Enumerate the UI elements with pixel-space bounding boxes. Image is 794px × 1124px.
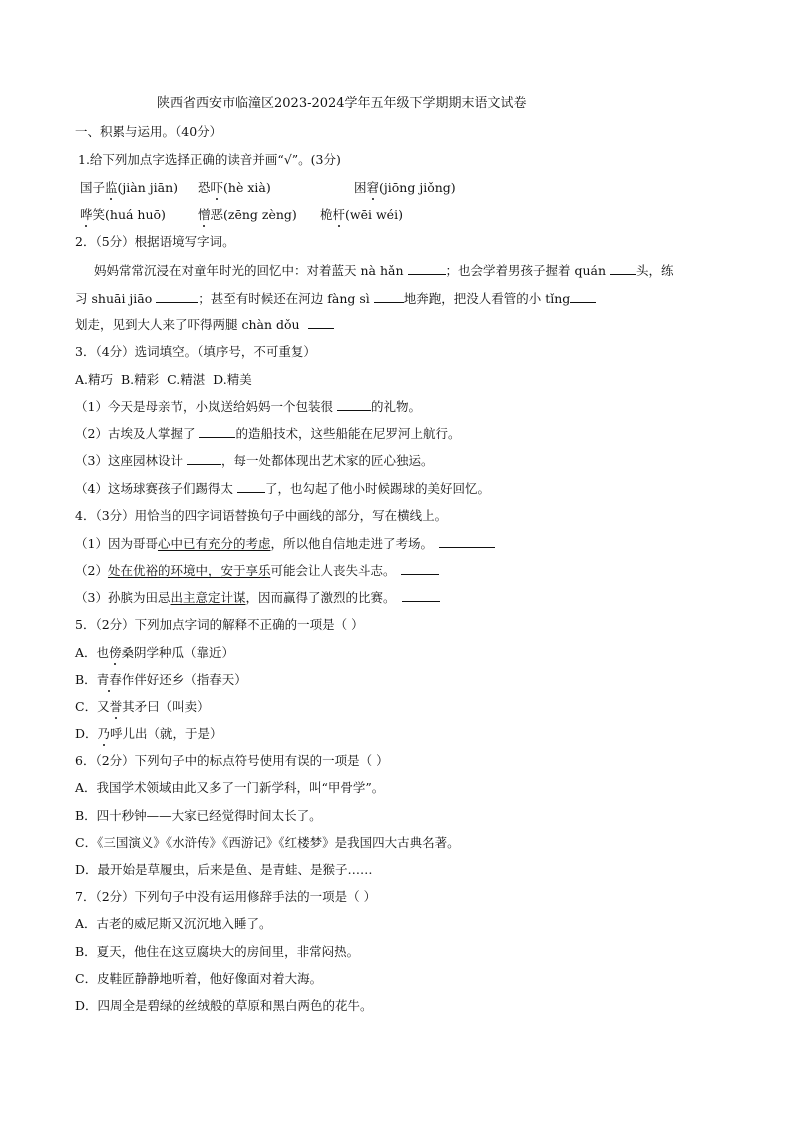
question-1-stem: 1.给下列加点字选择正确的读音并画“√”。(3分) <box>78 152 341 167</box>
question-2-stem: 2．（5分）根据语境写字词。 <box>75 234 235 249</box>
dotted-char: 憎 <box>198 207 211 222</box>
q6-option-c: C．《三国演义》《水浒传》《西游记》《红楼梦》是我国四大古典名著。 <box>75 835 460 850</box>
q4-sentence-1: （1）因为哥哥心中已有充分的考虑，所以他自信地走进了考场。 <box>75 536 495 552</box>
q6-option-a: A．我国学术领域由此又多了一门新学科，叫“甲骨学”。 <box>75 780 385 795</box>
answer-blank[interactable] <box>187 453 221 465</box>
question-4-stem: 4．（3分）用恰当的四字词语替换句子中画线的部分，写在横线上。 <box>75 508 448 523</box>
dotted-char: 杆 <box>332 207 346 222</box>
answer-blank[interactable] <box>610 263 636 275</box>
q4-sentence-3: （3）孙膑为田忌出主意定计谋，因而赢得了激烈的比赛。 <box>75 590 440 606</box>
answer-blank[interactable] <box>570 291 596 303</box>
question-7-stem: 7．（2分）下列句子中没有运用修辞手法的一项是（ ） <box>75 889 377 904</box>
q1-item-5: 憎恶(zēng zèng) <box>198 207 297 222</box>
q3-options: A.精巧 B.精彩 C.精湛 D.精美 <box>75 372 252 387</box>
underlined-phrase: 出主意定计谋 <box>170 590 246 605</box>
q7-option-d: D．四周全是碧绿的丝绒般的草原和黑白两色的花牛。 <box>75 998 373 1013</box>
q3-sentence-1: （1）今天是母亲节，小岚送给妈妈一个包装很 的礼物。 <box>75 399 421 414</box>
q6-option-b: B．四十秒钟——大家已经觉得时间太长了。 <box>75 808 322 823</box>
question-5-stem: 5．（2分）下列加点字词的解释不正确的一项是（ ） <box>75 617 364 632</box>
dotted-char: 哗 <box>80 207 93 222</box>
q5-option-d: D．乃呼儿出（就，于是） <box>75 726 223 741</box>
question-3-stem: 3．（4分）选词填空。（填序号，不可重复） <box>75 344 316 359</box>
answer-blank[interactable] <box>199 426 235 438</box>
dotted-char: 青春 <box>96 672 122 687</box>
q2-line-2: 习 shuāi jiāo ；甚至有时候还在河边 fàng sì 地奔跑，把没人看管的小 tǐng <box>75 291 596 307</box>
q1-item-2: 恐吓(hè xià) <box>198 180 271 195</box>
answer-blank[interactable] <box>237 481 265 493</box>
answer-blank[interactable] <box>408 263 446 275</box>
q7-option-c: C．皮鞋匠静静地听着，他好像面对着大海。 <box>75 971 323 986</box>
dotted-char: 傍 <box>109 645 122 660</box>
q3-sentence-4: （4）这场球赛孩子们踢得太 了，也勾起了他小时候踢球的美好回忆。 <box>75 481 490 496</box>
answer-blank[interactable] <box>439 536 495 548</box>
q1-item-6: 桅杆(wēi wéi) <box>320 207 403 222</box>
q2-line-1: 妈妈常常沉浸在对童年时光的回忆中：对着蓝天 nà hǎn ；也会学着男孩子握着 quán 头，练 <box>94 263 674 278</box>
answer-blank[interactable] <box>374 291 404 303</box>
q1-item-4: 哗笑(huá huō) <box>80 207 166 222</box>
q3-sentence-3: （3）这座园林设计 ，每一处都体现出艺术家的匠心独运。 <box>75 453 434 468</box>
q1-item-1: 国子监(jiàn jiān) <box>80 180 179 195</box>
q1-item-3: 困窘(jiōng jiǒng) <box>354 180 456 195</box>
answer-blank[interactable] <box>337 399 371 411</box>
question-6-stem: 6．（2分）下列句子中的标点符号使用有误的一项是（ ） <box>75 753 389 768</box>
q4-sentence-2: （2）处在优裕的环境中，安于享乐可能会让人丧失斗志。 <box>75 563 439 579</box>
answer-blank[interactable] <box>156 291 198 303</box>
dotted-char: 窘 <box>366 180 380 195</box>
page-title: 陕西省西安市临潼区2023-2024学年五年级下学期期末语文试卷 <box>157 96 527 111</box>
dotted-char: 誉 <box>109 699 123 714</box>
q7-option-b: B．夏天，他住在这豆腐块大的房间里，非常闷热。 <box>75 944 360 959</box>
q6-option-d: D．最开始是草履虫，后来是鱼、是青蛙、是猴子…… <box>75 862 373 877</box>
dotted-char: 吓 <box>210 180 224 195</box>
answer-blank[interactable] <box>308 317 334 329</box>
underlined-phrase: 心中已有充分的考虑 <box>157 536 271 551</box>
dotted-char: 监 <box>105 180 118 195</box>
dotted-char: 乃 <box>97 726 111 741</box>
q2-line-3: 划走，见到大人来了吓得两腿 chàn dǒu <box>75 317 334 333</box>
section-heading: 一、积累与运用。（40分） <box>75 124 223 139</box>
q5-option-c: C．又誉其矛曰（叫卖） <box>75 699 210 714</box>
answer-blank[interactable] <box>401 563 439 575</box>
q5-option-b: B．青春作伴好还乡（指春天） <box>75 672 247 687</box>
underlined-phrase: 处在优裕的环境中，安于享乐 <box>107 563 271 578</box>
q5-option-a: A．也傍桑阴学种瓜（靠近） <box>75 645 235 660</box>
q7-option-a: A．古老的威尼斯又沉沉地入睡了。 <box>75 916 272 931</box>
answer-blank[interactable] <box>402 590 440 602</box>
q3-sentence-2: （2）古埃及人掌握了 的造船技术，这些船能在尼罗河上航行。 <box>75 426 461 441</box>
